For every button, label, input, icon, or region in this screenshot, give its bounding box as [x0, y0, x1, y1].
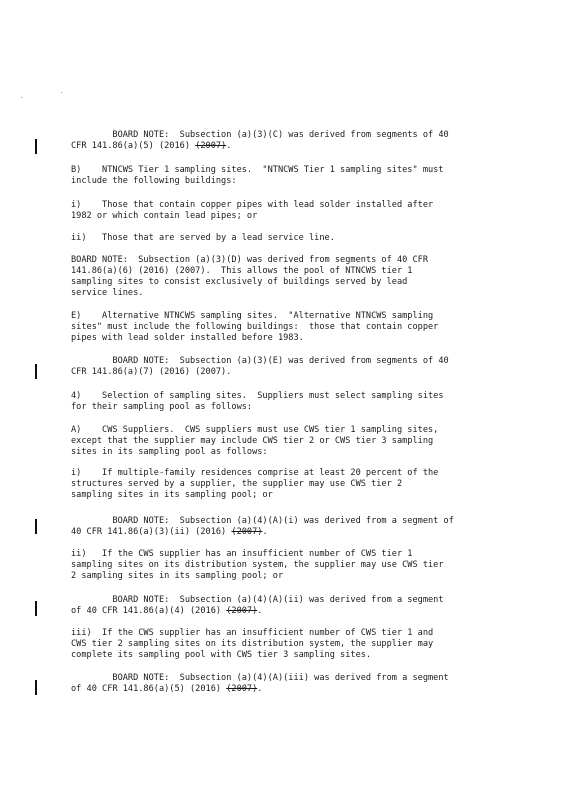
line-text: sampling sites to consist exclusively of buildings served by lead: [71, 277, 408, 287]
struck-text: (2007): [226, 606, 258, 616]
revision-bar: [35, 680, 37, 695]
line-text: sites in its sampling pool as follows:: [71, 447, 268, 457]
line-text: 1982 or which contain lead pipes; or: [71, 211, 258, 221]
line-text: ii) If the CWS supplier has an insufficient number of CWS tier 1: [71, 549, 413, 559]
line-text: E) Alternative NTNCWS sampling sites. "Alternative NTNCWS sampling: [71, 311, 434, 321]
line-text: sampling sites in its sampling pool; or: [71, 490, 273, 500]
line-text: sites" must include the following buildings: those that contain copper: [71, 322, 439, 332]
line-text-tail: .: [226, 141, 232, 151]
text-line: [71, 288, 499, 299]
paragraph: [71, 391, 499, 413]
line-text: pipes with lead solder installed before 1983.: [71, 333, 304, 343]
line-text: BOARD NOTE: Subsection (a)(4)(A)(ii) was derived from a segment: [71, 595, 444, 605]
line-text: BOARD NOTE: Subsection (a)(3)(D) was derived from segments of 40 CFR: [71, 255, 428, 265]
text-line: [71, 277, 499, 288]
text-line: [71, 549, 499, 560]
text-line: [71, 606, 499, 617]
text-line: [71, 673, 499, 684]
text-line: [71, 333, 499, 344]
struck-text: (2007): [231, 527, 263, 537]
line-text: of 40 CFR 141.86(a)(5) (2016): [71, 684, 227, 694]
line-text: sampling sites on its distribution system, the supplier may use CWS tier: [71, 560, 444, 570]
text-line: [71, 266, 499, 277]
text-line: [71, 560, 499, 571]
text-line: [71, 490, 499, 501]
scan-speck: [21, 97, 22, 98]
line-text: of 40 CFR 141.86(a)(4) (2016): [71, 606, 227, 616]
paragraph: [71, 549, 499, 582]
struck-text: (2007): [226, 684, 258, 694]
text-line: [71, 130, 499, 141]
text-line: [71, 436, 499, 447]
line-text: BOARD NOTE: Subsection (a)(4)(A)(i) was derived from a segment of: [71, 516, 454, 526]
paragraph: [71, 595, 499, 617]
text-line: [71, 322, 499, 333]
line-text-tail: .: [257, 684, 263, 694]
text-line: [71, 402, 499, 413]
line-text: A) CWS Suppliers. CWS suppliers must use CWS tier 1 sampling sites,: [71, 425, 439, 435]
text-line: [71, 141, 499, 152]
text-line: [71, 650, 499, 661]
line-text-tail: .: [262, 527, 268, 537]
line-text: CFR 141.86(a)(7) (2016) (2007).: [71, 367, 232, 377]
text-line: [71, 356, 499, 367]
text-line: [71, 447, 499, 458]
line-text: 141.86(a)(6) (2016) (2007). This allows the pool of NTNCWS tier 1: [71, 266, 413, 276]
line-text: BOARD NOTE: Subsection (a)(3)(E) was derived from segments of 40: [71, 356, 449, 366]
line-text: BOARD NOTE: Subsection (a)(4)(A)(iii) was derived from a segment: [71, 673, 449, 683]
text-line: [71, 211, 499, 222]
paragraph: [71, 673, 499, 695]
text-line: [71, 200, 499, 211]
paragraph: [71, 255, 499, 299]
text-line: [71, 311, 499, 322]
paragraph: [71, 468, 499, 501]
revision-bar: [35, 519, 37, 534]
line-text: 4) Selection of sampling sites. Suppliers must select sampling sites: [71, 391, 444, 401]
paragraph: [71, 628, 499, 661]
revision-bar: [35, 601, 37, 616]
revision-bar: [35, 364, 37, 379]
text-line: [71, 176, 499, 187]
line-text-tail: .: [257, 606, 263, 616]
revision-bar: [35, 139, 37, 154]
struck-text: (2007): [195, 141, 227, 151]
paragraph: [71, 425, 499, 458]
text-line: [71, 479, 499, 490]
text-line: [71, 628, 499, 639]
paragraph: [71, 356, 499, 378]
text-line: [71, 468, 499, 479]
text-line: [71, 391, 499, 402]
text-line: [71, 425, 499, 436]
scan-speck: [61, 92, 62, 93]
text-line: [71, 527, 499, 538]
line-text: 40 CFR 141.86(a)(3)(ii) (2016): [71, 527, 232, 537]
line-text: i) If multiple-family residences comprise at least 20 percent of the: [71, 468, 439, 478]
text-line: [71, 165, 499, 176]
text-line: [71, 255, 499, 266]
paragraph: [71, 130, 499, 152]
text-line: [71, 367, 499, 378]
line-text: CFR 141.86(a)(5) (2016): [71, 141, 196, 151]
paragraph: [71, 233, 499, 244]
line-text: 2 sampling sites in its sampling pool; or: [71, 571, 284, 581]
line-text: BOARD NOTE: Subsection (a)(3)(C) was derived from segments of 40: [71, 130, 449, 140]
line-text: CWS tier 2 sampling sites on its distribution system, the supplier may: [71, 639, 434, 649]
line-text: for their sampling pool as follows:: [71, 402, 253, 412]
line-text: structures served by a supplier, the supplier may use CWS tier 2: [71, 479, 403, 489]
text-line: [71, 595, 499, 606]
paragraph: [71, 311, 499, 344]
line-text: except that the supplier may include CWS tier 2 or CWS tier 3 sampling: [71, 436, 434, 446]
paragraph: [71, 516, 499, 538]
line-text: service lines.: [71, 288, 144, 298]
line-text: B) NTNCWS Tier 1 sampling sites. "NTNCWS Tier 1 sampling sites" must: [71, 165, 444, 175]
line-text: i) Those that contain copper pipes with lead solder installed after: [71, 200, 434, 210]
text-line: [71, 684, 499, 695]
line-text: complete its sampling pool with CWS tier 3 sampling sites.: [71, 650, 372, 660]
line-text: include the following buildings:: [71, 176, 237, 186]
text-line: [71, 571, 499, 582]
line-text: iii) If the CWS supplier has an insufficient number of CWS tier 1 and: [71, 628, 434, 638]
text-line: [71, 639, 499, 650]
text-line: [71, 233, 499, 244]
paragraph: [71, 165, 499, 187]
text-line: [71, 516, 499, 527]
line-text: ii) Those that are served by a lead service line.: [71, 233, 335, 243]
paragraph: [71, 200, 499, 222]
